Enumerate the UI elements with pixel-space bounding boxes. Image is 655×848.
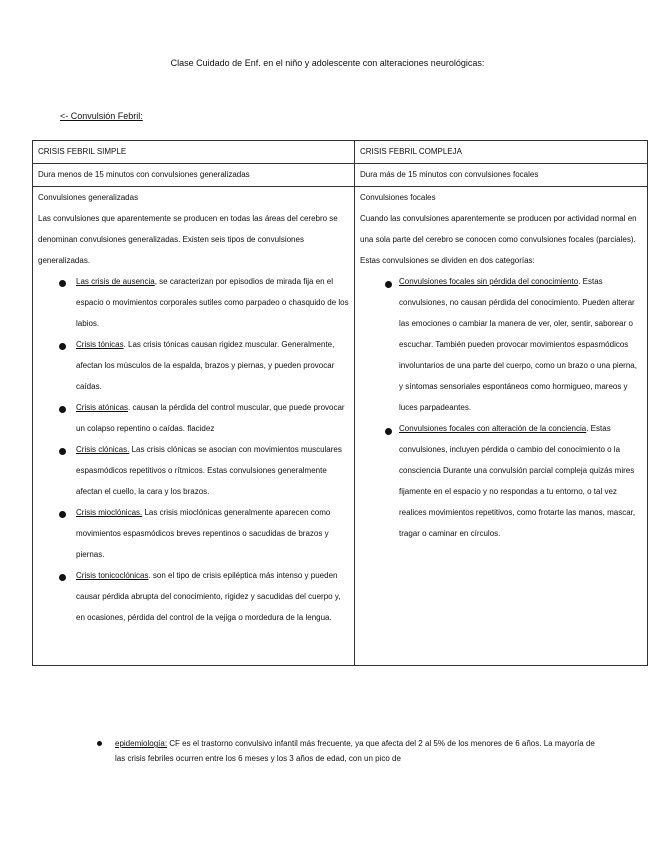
list-item <box>38 334 349 397</box>
list-item <box>38 565 349 628</box>
item-text: . causan la pérdida del control muscular, que puede provocar un colapso repentino o caídas. flacidez <box>76 403 345 433</box>
term: Convulsiones focales sin pérdida del conocimiento <box>399 277 579 286</box>
item-text: . Estas convulsiones, incluyen pérdida o cambio del conocimiento o la consciencia Durante una convulsión parcial compleja quizás mires fijamente en el espacio y no respondas a tu entorno, o tal vez realices movimientos repetitivos, como frotarte las manos, mascar, tragar o caminar en círculos. <box>399 424 636 538</box>
list-item <box>38 271 349 334</box>
header-complex: CRISIS FEBRIL COMPLEJA <box>355 141 648 164</box>
bullet-icon <box>97 741 102 746</box>
bullet-icon <box>385 281 392 288</box>
detail-row <box>33 187 648 666</box>
generalized-list <box>38 271 349 628</box>
left-heading: Convulsiones generalizadas <box>38 193 139 202</box>
item-text: . Las crisis tónicas causan rigidez muscular. Generalmente, afectan los músculos de la espalda, brazos y piernas, y pueden provocar caídas. <box>76 340 335 391</box>
bullet-icon <box>59 343 66 350</box>
list-item <box>38 502 349 565</box>
item-text: . Estas convulsiones, no causan pérdida del conocimiento. Pueden alterar las emociones o cambiar la manera de ver, oler, sentir, saborear o escuchar. También pueden provocar movimientos espasmódicos involuntarios de una parte del cuerpo, como un brazo o una pierna, y síntomas sensoriales espontáneos como hormigueo, mareos y luces parpadeantes. <box>399 277 637 412</box>
right-heading: Convulsiones focales <box>360 193 436 202</box>
term: Las crisis de ausencia <box>76 277 155 286</box>
term: Crisis atónicas <box>76 403 129 412</box>
item-text: , se caracterizan por episodios de mirada fija en el espacio o movimientos corporales sutiles como parpadeo o chasquido de los labios. <box>76 277 349 328</box>
term: Crisis mioclónicas. <box>76 508 143 517</box>
table-header-row <box>33 141 648 164</box>
list-item <box>38 439 349 502</box>
header-simple: CRISIS FEBRIL SIMPLE <box>33 141 355 164</box>
bullet-icon <box>59 448 66 455</box>
epidemiology-body: CF es el trastorno convulsivo infantil más frecuente, ya que afecta del 2 al 5% de los menores de 6 años. La mayoría de las crisis febriles ocurren entre los 6 meses y los 3 años de edad, con un pico de <box>115 739 595 763</box>
focal-list <box>360 271 642 544</box>
duration-simple: Dura menos de 15 minutos con convulsiones generalizadas <box>33 164 355 187</box>
epidemiology-paragraph <box>97 736 597 766</box>
bullet-icon <box>385 428 392 435</box>
term: Crisis tónicas <box>76 340 124 349</box>
term: Convulsiones focales con alteración de la conciencia <box>399 424 587 433</box>
list-item <box>360 271 642 418</box>
detail-complex <box>355 187 648 666</box>
section-link-convulsion-febril[interactable]: <- Convulsión Febril: <box>60 111 143 121</box>
duration-complex: Dura más de 15 minutos con convulsiones focales <box>355 164 648 187</box>
bullet-icon <box>59 511 66 518</box>
item-text: Las crisis mioclónicas generalmente aparecen como movimientos espasmódicos breves repentinos o sacudidas de brazos y piernas. <box>76 508 331 559</box>
bullet-icon <box>59 280 66 287</box>
epidemiology-term: epidemiología: <box>115 739 168 748</box>
crisis-comparison-table <box>32 140 648 666</box>
term: Crisis clónicas. <box>76 445 130 454</box>
detail-simple <box>33 187 355 666</box>
bullet-icon <box>59 406 66 413</box>
duration-row <box>33 164 648 187</box>
item-text: . son el tipo de crisis epiléptica más intenso y pueden causar pérdida abrupta del conocimiento, rigidez y sacudidas del cuerpo y, en ocasiones, pérdida del control de la vejiga o mordedura de la lengua. <box>76 571 341 622</box>
list-item <box>38 397 349 439</box>
left-intro: Las convulsiones que aparentemente se producen en todas las áreas del cerebro se denominan convulsiones generalizadas. Existen seis tipos de convulsiones generalizadas. <box>38 214 338 265</box>
term: Crisis tonicoclónicas <box>76 571 149 580</box>
epidemiology-text <box>115 736 597 766</box>
list-item <box>360 418 642 544</box>
bullet-icon <box>59 574 66 581</box>
page-title: Clase Cuidado de Enf. en el niño y adolescente con alteraciones neurológicas: <box>170 58 485 68</box>
item-text: Las crisis clónicas se asocian con movimientos musculares espasmódicos repetitivos o rítmicos. Estas convulsiones generalmente afectan el cuello, la cara y los brazos. <box>76 445 342 496</box>
right-intro: Cuando las convulsiones aparentemente se producen por actividad normal en una sola parte del cerebro se conocen como convulsiones focales (parciales). Estas convulsiones se dividen en dos categorías: <box>360 214 637 265</box>
